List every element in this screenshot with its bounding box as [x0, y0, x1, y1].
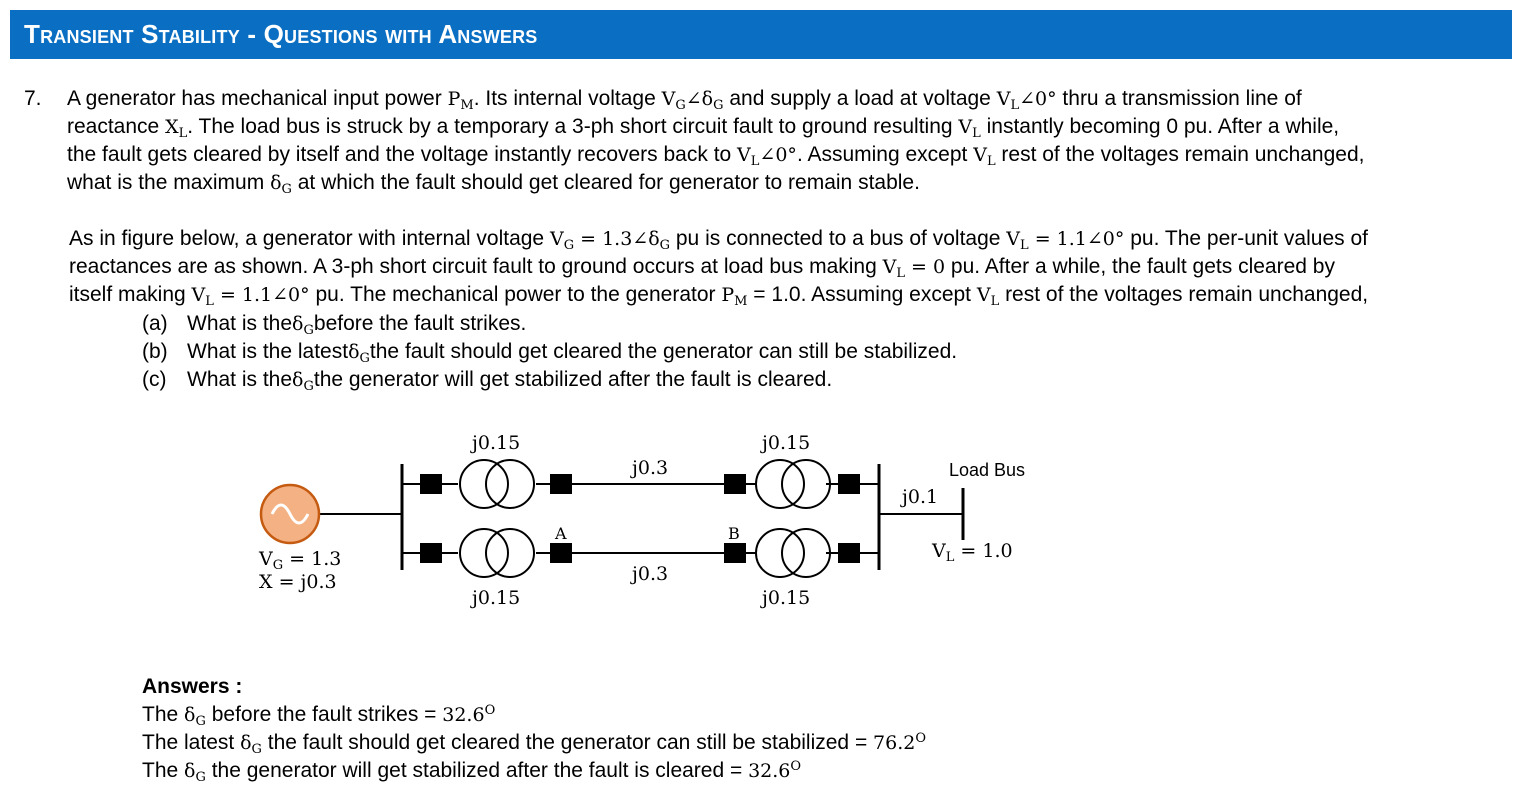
xl-symbol: $X_L$ — [165, 116, 188, 141]
sub-question-text: What is the — [187, 368, 293, 391]
intro-text: the fault gets cleared by itself and the voltage instantly recovers back to — [67, 143, 738, 166]
sub-question-label: (c) — [142, 368, 167, 391]
label-bottom-tx1: j0.15 — [472, 587, 521, 609]
detail-text: pu is connected to a bus of voltage — [670, 227, 1007, 250]
intro-text: . Assuming except — [796, 143, 974, 166]
pm-symbol: $P_M$ — [447, 88, 474, 113]
intro-text: rest of the voltages remain unchanged, — [995, 143, 1365, 166]
vl-symbol: $V_L\angle 0^\circ$ — [737, 144, 797, 169]
answer-value: $32.6^O$ — [748, 759, 802, 782]
breaker-top-4 — [838, 474, 860, 494]
breaker-bottom-3 — [724, 543, 746, 563]
breaker-top-2 — [550, 474, 572, 494]
top-transformer-1-coil-a — [460, 460, 508, 508]
header-banner — [10, 10, 1512, 59]
sine-wave-icon — [272, 505, 308, 523]
intro-text: thru a transmission line of — [1056, 87, 1302, 110]
detail-text: As in figure below, a generator with internal voltage — [69, 227, 550, 250]
detail-text: pu. The mechanical power to the generator — [309, 283, 722, 306]
breaker-top-1 — [420, 474, 442, 494]
detail-line-2 — [69, 253, 1509, 281]
intro-line-3 — [67, 141, 1507, 169]
detail-text: rest of the voltages remain unchanged, — [999, 283, 1369, 306]
intro-text: A generator has mechanical input power — [67, 87, 448, 110]
sub-question-a — [142, 310, 957, 338]
vl-symbol: $V_L$ — [976, 284, 1000, 309]
detail-text: pu. The per-unit values of — [1124, 227, 1368, 250]
answer-text: The — [142, 759, 185, 782]
intro-text: at which the fault should get cleared for generator to remain stable. — [291, 171, 920, 194]
breaker-top-3 — [724, 474, 746, 494]
answer-value: $76.2^O$ — [873, 731, 927, 754]
sub-question-c — [142, 366, 957, 394]
vl-equation: $V_L$ = 1.1∠0° — [1006, 228, 1125, 253]
label-bottom-line: j0.3 — [632, 563, 669, 585]
question-intro — [67, 85, 1507, 197]
detail-text: = 1.0. Assuming except — [747, 283, 977, 306]
vl-symbol: $V_L$ — [973, 144, 996, 169]
delta-symbol: $\delta_G$ — [184, 704, 206, 729]
intro-text: . Its internal voltage — [473, 87, 662, 110]
intro-line-4 — [67, 169, 1507, 197]
label-load-bus: Load Bus — [949, 460, 1026, 480]
sub-question-list — [142, 310, 957, 394]
label-x: X = j0.3 — [259, 571, 337, 593]
detail-text: pu. After a while, the fault gets cleared by — [945, 255, 1335, 278]
label-vg: $V_G = 1.3$ — [259, 548, 342, 573]
vg-equation: $V_G$ = $1.3\angle\delta_G$ — [549, 228, 671, 253]
detail-line-1 — [69, 225, 1509, 253]
answer-text: before the fault strikes = — [205, 703, 443, 726]
vl-restore-equation: $V_L$ = 1.1∠0° — [191, 284, 310, 309]
question-detail — [69, 225, 1509, 309]
answers-section — [142, 673, 926, 785]
delta-symbol: $\delta_G$ — [292, 313, 314, 338]
bottom-transformer-2-coil-b — [782, 529, 830, 577]
delta-symbol: $\delta_G$ — [184, 760, 206, 785]
label-vl: $V_L = 1.0$ — [932, 540, 1013, 565]
pm-symbol: $P_M$ — [721, 284, 748, 309]
label-bottom-tx2: j0.15 — [762, 587, 811, 609]
vl-symbol: $V_L$ — [958, 116, 981, 141]
intro-line-2 — [67, 113, 1507, 141]
breaker-bottom-4 — [838, 543, 860, 563]
answer-text: the generator will get stabilized after the fault is cleared = — [205, 759, 749, 782]
page-title: Transient Stability - Questions with Answers — [24, 19, 538, 49]
generator-icon — [261, 485, 319, 543]
intro-text: . The load bus is struck by a temporary a 3-ph short circuit fault to ground resulting — [187, 115, 959, 138]
sub-question-text: What is the — [187, 312, 293, 335]
answer-item-2 — [142, 729, 926, 757]
delta-symbol: $\delta_G$ — [292, 369, 314, 394]
sub-question-label: (a) — [142, 312, 168, 335]
answer-item-1 — [142, 701, 926, 729]
answer-text: The latest — [142, 731, 241, 754]
delta-symbol: $\delta_G$ — [240, 732, 262, 757]
answers-title: Answers : — [142, 675, 243, 698]
detail-text: reactances are as shown. A 3-ph short circuit fault to ground occurs at load bus making — [69, 255, 883, 278]
answer-value: $32.6^O$ — [442, 703, 496, 726]
detail-line-3 — [69, 281, 1509, 309]
vl-symbol: $V_L\angle 0^\circ$ — [996, 88, 1057, 113]
top-transformer-1-coil-b — [486, 460, 534, 508]
breaker-bottom-1 — [420, 543, 442, 563]
label-top-tx1: j0.15 — [472, 432, 521, 454]
sub-question-b — [142, 338, 957, 366]
label-top-line: j0.3 — [632, 457, 669, 479]
top-transformer-2-coil-a — [756, 460, 804, 508]
label-point-b: B — [728, 524, 740, 543]
answer-text: the fault should get cleared the generator can still be stabilized = — [261, 731, 874, 754]
delta-symbol: $\delta_G$ — [348, 341, 370, 366]
sub-question-text: the generator will get stabilized after the fault is cleared. — [313, 368, 833, 391]
vl-zero-equation: $V_L = 0$ — [882, 256, 946, 281]
answer-item-3 — [142, 757, 926, 785]
question-number: 7. — [24, 87, 42, 110]
sub-question-text: What is the latest — [187, 340, 349, 363]
answer-text: The — [142, 703, 185, 726]
bottom-transformer-1-coil-b — [486, 529, 534, 577]
vg-symbol: $V_G\angle\delta_G$ — [661, 88, 724, 113]
sub-question-label: (b) — [142, 340, 168, 363]
intro-text: what is the maximum — [67, 171, 271, 194]
detail-text: itself making — [69, 283, 192, 306]
sub-question-text: the fault should get cleared the generator can still be stabilized. — [369, 340, 958, 363]
delta-symbol: $\delta_G$ — [270, 172, 292, 197]
label-point-a: A — [555, 524, 567, 543]
intro-text: reactance — [67, 115, 166, 138]
sub-question-text: before the fault strikes. — [313, 312, 527, 335]
bottom-transformer-2-coil-a — [756, 529, 804, 577]
top-transformer-2-coil-b — [782, 460, 830, 508]
label-feeder: j0.1 — [902, 486, 939, 508]
intro-line-1 — [67, 85, 1507, 113]
breaker-bottom-2 — [550, 543, 572, 563]
bottom-transformer-1-coil-a — [460, 529, 508, 577]
intro-text: instantly becoming 0 pu. After a while, — [980, 115, 1340, 138]
label-top-tx2: j0.15 — [762, 432, 811, 454]
intro-text: and supply a load at voltage — [723, 87, 997, 110]
